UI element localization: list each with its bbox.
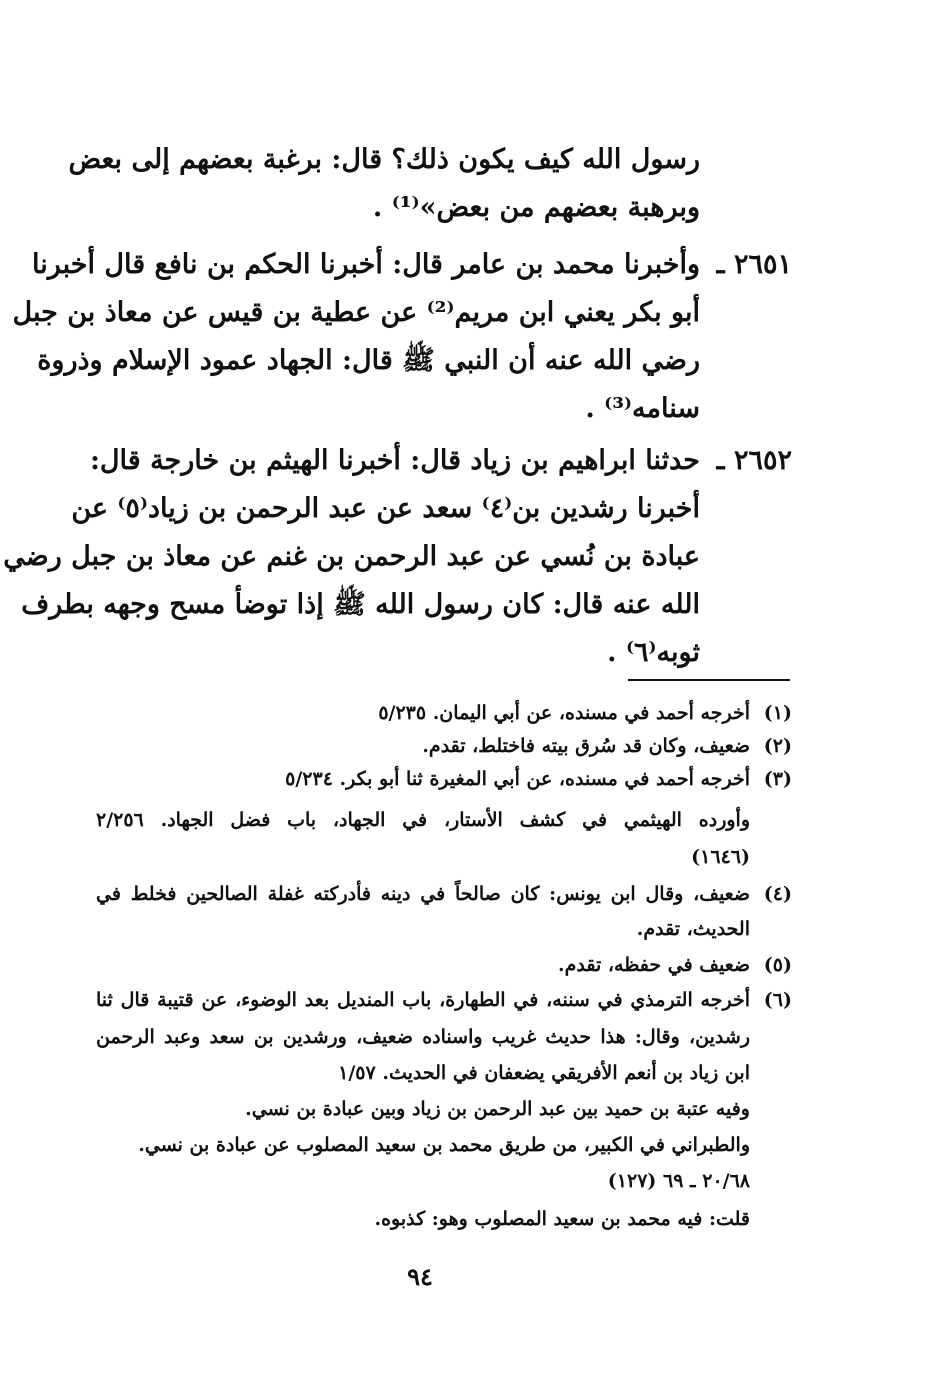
footnote-6-line-6: ٢٠/٦٨ ـ ٦٩ (١٢٧): [607, 1170, 750, 1192]
footnote-6-line-5: والطبراني في الكبير، من طريق محمد بن سعيد المصلوب عن عبادة بن نسي.: [138, 1134, 750, 1156]
footnote-3-line-2: وأورده الهيثمي في كشف الأستار، في الجهاد، باب فضل الجهاد. ٢/٢٥٦: [96, 809, 750, 831]
footnote-6-line-2: رشدين، وقال: هذا حديث غريب واسناده ضعيف، ورشدين بن سعد وعبد الرحمن: [96, 1026, 750, 1048]
footnote-2-number: (٢): [763, 735, 792, 757]
hadith-2652-line-4: الله عنه قال: كان رسول الله ﷺ إذا توضأ مسح وجهه بطرف: [21, 589, 700, 620]
hadith-2652-line-3: عبادة بن نُسي عن عبد الرحمن بن غنم عن معاذ بن جبل رضي: [3, 541, 700, 572]
hadith-2651-number: ٢٦٥١ ـ: [716, 249, 792, 280]
footnote-separator: [628, 679, 790, 681]
footnote-1-line-1: أخرجه أحمد في مسنده، عن أبي اليمان. ٥/٢٣٥: [378, 702, 750, 724]
footnote-4-line-1: ضعيف، وقال ابن يونس: كان صالحاً في دينه فأدركته غفلة الصالحين فخلط في: [96, 883, 750, 905]
footnote-1-number: (١): [763, 702, 792, 724]
hadith-2652-line-5: ثوبه⁽٦⁾ .: [607, 637, 700, 668]
hadith-2652-line-2: أخبرنا رشدين بن⁽٤⁾ سعد عن عبد الرحمن بن زياد⁽٥⁾ عن: [71, 493, 700, 524]
hadith-2651-line-4: سنامه⁽³⁾ .: [585, 393, 700, 424]
hadith-2652-line-1: حدثنا ابراهيم بن زياد قال: أخبرنا الهيثم بن خارجة قال:: [89, 445, 700, 476]
footnote-5-number: (٥): [763, 954, 792, 976]
footnote-3-line-1: أخرجه أحمد في مسنده، عن أبي المغيرة ثنا أبو بكر. ٥/٢٣٤: [285, 768, 750, 790]
hadith-2651-line-2: أبو بكر يعني ابن مريم⁽²⁾ عن عطية بن قيس عن معاذ بن جبل: [12, 297, 700, 328]
page-number: ٩٤: [407, 1262, 433, 1291]
footnote-4-number: (٤): [763, 883, 792, 905]
intro-line-1: رسول الله كيف يكون ذلك؟ قال: برغبة بعضهم إلى بعض: [68, 144, 700, 175]
footnote-2-line-1: ضعيف، وكان قد سُرق بيته فاختلط، تقدم.: [422, 735, 750, 757]
footnote-6-number: (٦): [763, 989, 792, 1011]
footnote-5-line-1: ضعيف في حفظه، تقدم.: [558, 954, 750, 976]
hadith-2651-line-1: وأخبرنا محمد بن عامر قال: أخبرنا الحكم بن نافع قال أخبرنا: [32, 249, 700, 280]
footnote-4-line-2: الحديث، تقدم.: [636, 918, 750, 940]
footnote-6-line-4: وفيه عتبة بن حميد بين عبد الرحمن بن زياد وبين عبادة بن نسي.: [245, 1098, 750, 1120]
footnote-3-line-3: (١٦٤٦): [691, 846, 750, 868]
footnote-6-line-1: أخرجه الترمذي في سننه، في الطهارة، باب المنديل بعد الوضوء، عن قتيبة قال ثنا: [96, 989, 750, 1011]
hadith-2652-number: ٢٦٥٢ ـ: [716, 445, 792, 476]
footnote-6-line-3: ابن زياد بن أنعم الأفريقي يضعفان في الحديث. ١/٥٧: [338, 1062, 750, 1084]
hadith-2651-line-3: رضي الله عنه أن النبي ﷺ قال: الجهاد عمود الإسلام وذروة: [37, 345, 700, 376]
footnote-3-number: (٣): [763, 768, 792, 790]
footnote-6-line-7: قلت: فيه محمد بن سعيد المصلوب وهو: كذبوه.: [374, 1208, 750, 1230]
intro-line-2: وبرهبة بعضهم من بعض»⁽¹⁾ .: [372, 192, 700, 223]
